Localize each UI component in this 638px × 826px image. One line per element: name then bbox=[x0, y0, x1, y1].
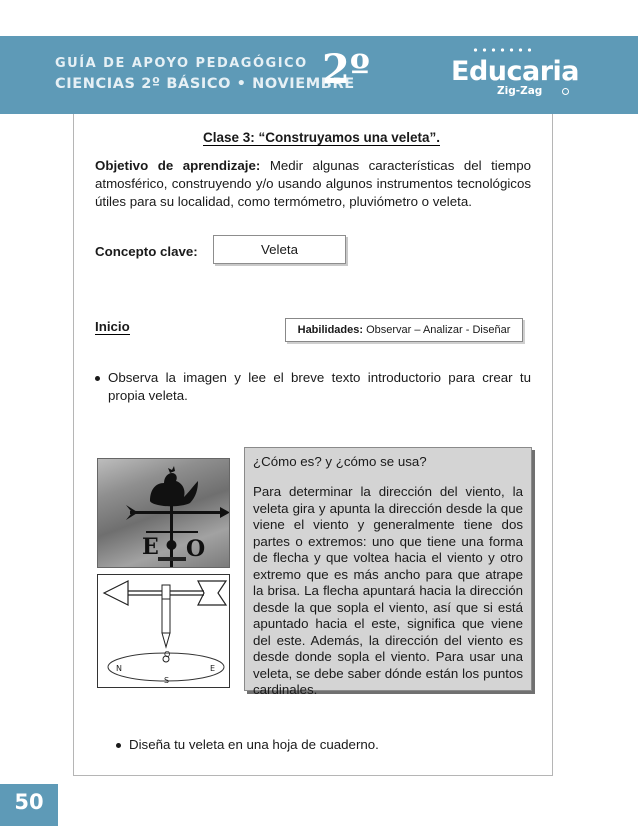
zigzag-logo: Zig-Zag bbox=[497, 85, 543, 97]
lesson-title-text: Clase 3: “Construyamos una veleta”. bbox=[202, 130, 441, 145]
objective-text: Medir algunas características del tiempo atmosférico, construyendo y/o usando algunos instrumentos tecnológicos útiles para su localidad, como termómetro, pluviómetro o veleta. bbox=[95, 158, 532, 209]
page-number-tab bbox=[0, 784, 58, 826]
objective-paragraph bbox=[95, 157, 531, 211]
info-box-title: ¿Cómo es? y ¿cómo se usa? bbox=[253, 454, 427, 469]
diagram-north-label: N bbox=[116, 664, 122, 673]
arrow-weathervane-icon bbox=[98, 575, 231, 689]
concept-value-box: Veleta bbox=[213, 235, 346, 264]
weathervane-photo bbox=[97, 458, 230, 568]
info-box-body: Para determinar la dirección del viento, la veleta gira y apunta la dirección desde la que viene el viento y generalmente tiene dos partes o extremos: uno que tiene una forma de flecha y que voltea hacia el viento y otro extremo que es más ancho para que atrape la brisa. La flecha apuntará hacia la dirección desde la que sopla el viento, así que si está apuntado hacia el este, significa que viene del este. Además, la dirección del viento es desde donde sopla el viento. Para usar una veleta, se debe saber dónde están los puntos cardinales. bbox=[253, 484, 523, 697]
educaria-logo: Educaria bbox=[451, 56, 580, 87]
rooster-weathervane-icon bbox=[98, 459, 230, 568]
info-box bbox=[244, 447, 532, 697]
guide-title: GUÍA DE APOYO PEDAGÓGICO bbox=[55, 56, 308, 71]
page-number: 50 bbox=[14, 790, 44, 814]
skills-label: Habilidades: bbox=[297, 324, 364, 336]
skills-box bbox=[285, 318, 523, 342]
skills-value: Observar – Analizar - Diseñar bbox=[363, 324, 511, 336]
bullet-dot-icon bbox=[116, 743, 121, 748]
objective-label: Objetivo de aprendizaje: bbox=[95, 158, 261, 173]
bullet-observe bbox=[95, 369, 531, 409]
bullet-design bbox=[116, 736, 436, 756]
registered-icon bbox=[562, 88, 569, 95]
grade-label: 2º bbox=[322, 46, 370, 93]
weathervane-diagram bbox=[97, 574, 230, 688]
logo-dots-icon bbox=[471, 48, 531, 52]
section-heading-inicio: Inicio bbox=[95, 319, 130, 334]
photo-west-label: O bbox=[186, 536, 206, 562]
guide-subtitle: CIENCIAS 2º BÁSICO • NOVIEMBRE bbox=[55, 76, 355, 92]
diagram-east-label: E bbox=[210, 664, 216, 673]
header-band bbox=[0, 36, 638, 114]
concept-label: Concepto clave: bbox=[95, 244, 198, 259]
bullet-design-text: Diseña tu veleta en una hoja de cuaderno. bbox=[129, 737, 379, 752]
photo-east-label: E bbox=[142, 534, 159, 560]
diagram-west-label: O bbox=[164, 650, 171, 659]
bullet-observe-text: Observa la imagen y lee el breve texto introductorio para crear tu propia veleta. bbox=[108, 370, 531, 403]
diagram-south-label: S bbox=[164, 676, 170, 685]
bullet-dot-icon bbox=[95, 376, 100, 381]
lesson-title bbox=[0, 130, 638, 145]
